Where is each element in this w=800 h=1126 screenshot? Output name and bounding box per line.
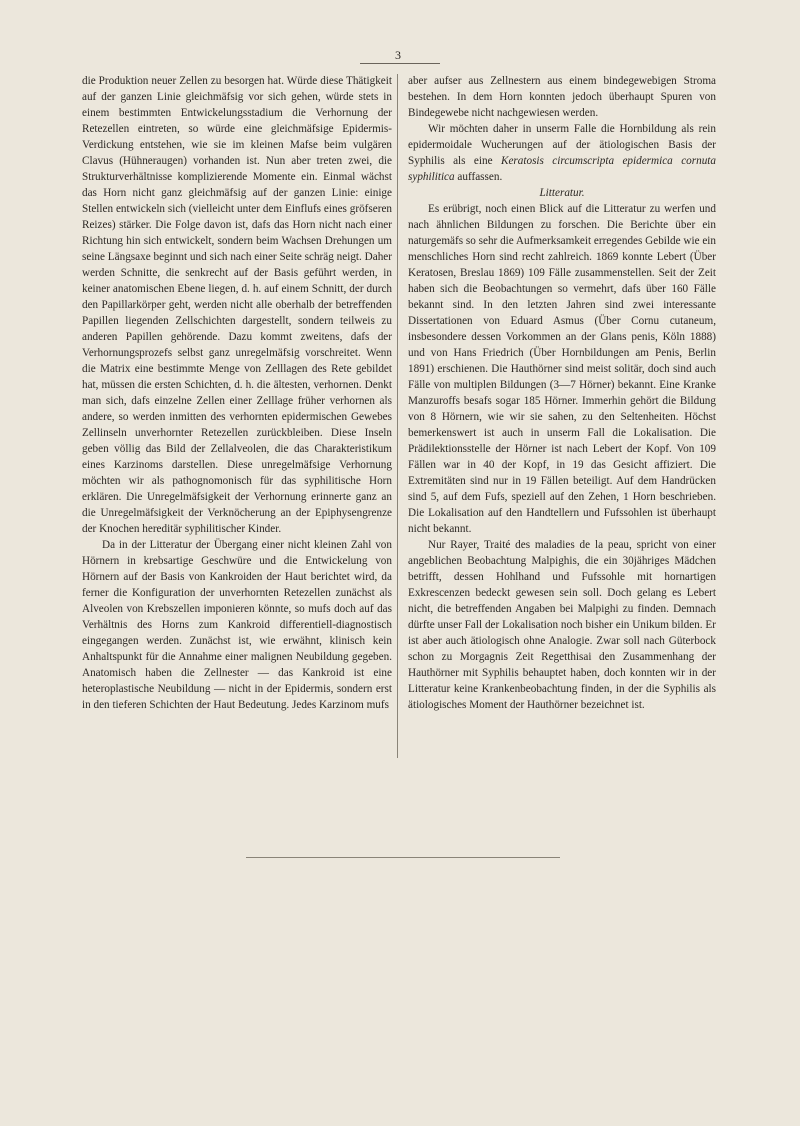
footer-rule bbox=[246, 857, 560, 858]
paragraph bbox=[408, 121, 716, 185]
page-number: 3 bbox=[395, 48, 401, 62]
section-heading: Litteratur. bbox=[539, 187, 585, 199]
column-divider bbox=[397, 74, 398, 758]
diagnosis-term: Keratosis circumscripta epidermica cornuta syphilitica bbox=[408, 155, 716, 183]
paragraph: Da in der Litteratur der Übergang einer nicht kleinen Zahl von Hörnern in krebsartige Geschwüre und die Entwickelung von Hörnern auf der Basis von Kankroiden der Haut berichtet wird, da ferner die Konfiguration der unverhornten Retezellen zunächst als Alveolen von Krebszellen imponieren könnte, so mufs doch auf das Verhältnis des Horns zum Kankroid differentiell-diagnostisch eingegangen werden. Zunächst ist, wie erwähnt, klinisch kein Anhaltspunkt für die Annahme einer malignen Neubildung gegeben. Anatomisch haben die Zellnester — das Kankroid ist eine heteroplastische Neubildung — nicht in der Epidermis, sondern erst in den tieferen Schichten der Haut Bedeutung. Jedes Karzinom mufs bbox=[82, 539, 392, 711]
paragraph: Es erübrigt, noch einen Blick auf die Litteratur zu werfen und nach ähnlichen Bildungen zu forschen. Die Berichte über ein naturgemäfs so sehr die Aufmerksamkeit erregendes Gebilde wie ein menschliches Horn sind recht zahlreich. 1869 konnte Lebert (Über Keratosen, Breslau 1869) 109 Fälle zusammenstellen. Seit der Zeit haben sich die Beobachtungen so vermehrt, dafs über 160 Fälle bekannt sind. In den letzten Jahren sind zwei interessante Dissertationen von Eduard Asmus (Über Cornu cutaneum, insbesondere dessen Vorkommen an der Glans penis, Köln 1888) und von Hans Friedrich (Über Hornbildungen am Penis, Berlin 1891) erschienen. Die Hauthörner sind meist solitär, doch sind auch Fälle von multiplen Bildungen (3—7 Hörner) bekannt. Eine Kranke Manzuroffs besafs sogar 185 Hörner. Immerhin gehört die Bildung von 8 Hörnern, wie wir sie sahen, zu den Seltenheiten. Höchst bemerkenswert ist auch in unserm Fall die Lokalisation. Die Prädilektionsstelle der Hörner ist nach Lebert der Kopf. Von 109 Fällen war in 40 der Kopf, in 19 das Gesicht affiziert. Die Extremitäten sind nur in 19 Fällen beteiligt. Auf dem Handrücken sind 5, auf dem Fufs, speziell auf den Zehen, 1 Horn beschrieben. Die Lokalisation auf den Handtellern und Fufssohlen ist überhaupt nicht bekannt. bbox=[408, 203, 716, 535]
paragraph-text: auffassen. bbox=[454, 171, 503, 183]
paragraph: Nur Rayer, Traité des maladies de la peau, spricht von einer angeblichen Beobachtung Malpighis, die ein 30jähriges Mädchen betrifft, dessen Hohlhand und Fufssohle mit hornartigen Exkrescenzen bedeckt gewesen sein soll. Doch gelang es Lebert nicht, die betreffenden Angaben bei Malpighi zu finden. Demnach dürfte unser Fall der Lokalisation noch bisher ein Unikum bilden. Er ist aber auch ätiologisch ohne Analogie. Zwar soll nach Güterbock schon zu Morgagnis Zeit Regetthisai den Zusammenhang der Hauthörner mit Syphilis behauptet haben, doch konnten wir in der Litteratur keine Krankenbeobachtung finden, in der die Syphilis als ätiologisches Moment der Hauthörner bezeichnet ist. bbox=[408, 539, 716, 711]
paragraph: die Produktion neuer Zellen zu besorgen hat. Würde diese Thätigkeit auf der ganzen Linie gleichmäfsig vor sich gehen, würde stets in einem bestimmten Entwickelungsstadium die Verhornung der Retezellen eintreten, so würde eine gleichmäfsige Epidermis-Verdickung entstehen, wie sie im kleinen Mafse beim vulgären Clavus (Hühneraugen) vorhanden ist. Nun aber treten zwei, die Strukturverhältnisse komplizierende Momente ein. Einmal wächst das Horn nicht ganz gleichmäfsig auf der ganzen Linie: einige Stellen entwickeln sich (vielleicht unter dem Einflufs eines gröfseren Reizes) stärker. Die Folge davon ist, dafs das Horn nicht nach einer Richtung hin sich entwickelt, sondern beim Wachsen Drehungen um seine Längsaxe beginnt und sich nach einer Seite schräg neigt. Daher werden Schnitte, die senkrecht auf der Basis geführt werden, in keiner anatomischen Ebene liegen, d. h. auf einem Schnitt, der durch den Papillarkörper geht, werden nicht alle oberhalb der betreffenden Papillen liegenden Zellschichten dargestellt, sondern teilweis zu anderen Papillen gehörende. Dazu kommt zweitens, dafs der Verhornungsprozefs selbst ganz unregelmäfsig vorschreitet. Wenn die Matrix eine bestimmte Menge von Zelllagen des Rete gebildet hat, müssen die ersten Schichten, d. h. die ältesten, verhornen. Denkt man sich, dafs einzelne Zellen einer Zelllage früher verhornen als andere, so werden inmitten des verhornten epidermischen Gewebes Zellinseln unverhornter Retezellen zurückbleiben. Diese Inseln geben völlig das Bild der Zellalveolen, die das Charakteristikum eines Karzinoms darstellen. Diese unregelmäfsige Verhornung möchten wir als pathognomonisch für das syphilitische Horn erklären. Die Unregelmäfsigkeit der Verhornung erinnerte ganz an die Unregelmäfsigkeit der Verknöcherung an der Epiphysengrenze der Knochen hereditär syphilitischer Kinder. bbox=[82, 75, 392, 535]
header-rule bbox=[360, 63, 440, 64]
paragraph-text: Wir möchten daher in unserm Falle die Hornbildung als rein epidermoidale Wucherungen auf der ätiologischen Basis der Syphilis als eine bbox=[408, 123, 716, 167]
left-column bbox=[82, 73, 392, 713]
right-column bbox=[408, 73, 716, 713]
paragraph: aber aufser aus Zellnestern aus einem bindegewebigen Stroma bestehen. In dem Horn konnten jedoch überhaupt Spuren von Bindegewebe nicht nachgewiesen werden. bbox=[408, 75, 716, 119]
